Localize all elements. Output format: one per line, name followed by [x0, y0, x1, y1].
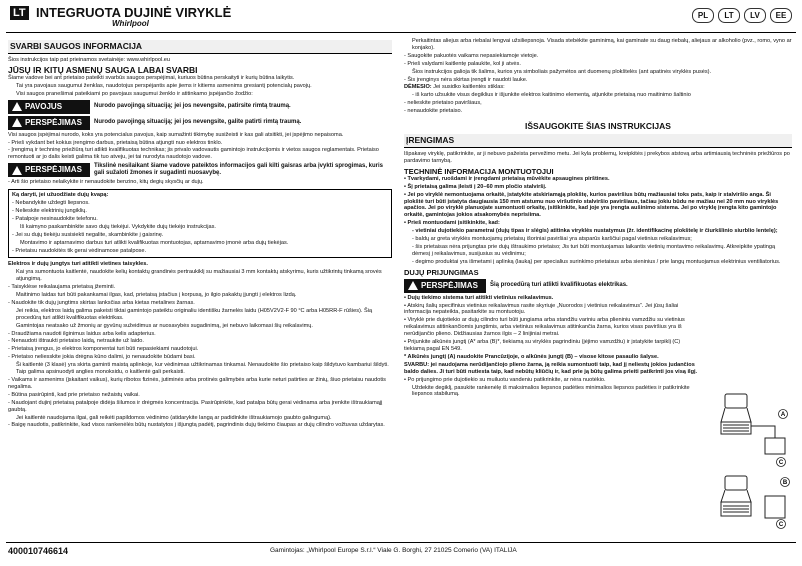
language-lv[interactable]: LV: [744, 8, 766, 23]
right-top-line: - Šis įrenginys nėra skirtas įrengti ir naudoti lauke.: [404, 76, 528, 83]
lower-elbow: [765, 496, 785, 518]
section-installation-title: ĮRENGIMAS: [404, 134, 792, 148]
tech-line: - vietiniai dujotiekio parametrai (dujų tipas ir slėgis) atitinka viryklės nustatymus (žr. identifikacinę plokštelę ir čiurkšlinio siurblio lentelę);: [412, 228, 778, 235]
danger-notice: [8, 100, 392, 114]
right-top-line: - Saugokite pakuotės vaikams nepasiekiamoje vietoje.: [404, 52, 539, 59]
electric-line: - Naudokite tik dujų jungtims skirtas lanksčias arba kietas metalines žarnas.: [8, 299, 195, 306]
para-line: - Įrengimą ir techninę priežiūrą turi atlikti kvalifikuotas technikas; jis privalo vadovautis gamintojo instrukcijomis ir vietos saugos reglamentais. Prietaiso remontuoti ar jo dalis keisti galima tik tuo atveju, jei tai nurodyta naudotojo vadove.: [8, 147, 379, 161]
fuel-line: - Arti šio prietaiso nelaikykite ir nenaudokite benzino, kitų degių skysčių ar dujų.: [8, 179, 204, 186]
electric-line: - Vaikams ir asmenims (įskaitant vaikus), kurių ribotos fizinės, jutiminės arba protinės galimybės arba kurie neturi patirties ar žinių, šiuo prietaisu naudotis negalima.: [8, 377, 386, 390]
gas-line: * Alkūnės jungtį (A) naudokite Prancūzijoje, o alkūnės jungtį (B) – visose kitose pasaulio šalyse.: [404, 353, 659, 360]
left-column: [8, 38, 392, 430]
warning-label: PERSPĖJIMAS: [25, 117, 82, 127]
box-line: - Patalpoje nesinaudokite telefonu.: [12, 215, 98, 222]
electric-heading: Elektros ir dujų jungtys turi atitikti vietines taisykles.: [8, 261, 148, 268]
right-top-line: Perkaitintas aliejus arba riebalai lengvai užsiliepsnoja. Visada stebėkite gaminimą, kai gaminate su daug riebalų, aliejaus ar alkoholio (pvz., romo, vyno ar konjako).: [412, 38, 792, 51]
gas-connection-heading: DUJŲ PRIJUNGIMAS: [404, 267, 479, 277]
electric-line: - Būtina pasirūpinti, kad prie prietaiso nežaistų vaikai.: [8, 391, 140, 398]
header-divider: [6, 32, 796, 33]
intro-line: Visi saugos pranešimai pateikiami po pavojaus saugumui ženklo ir atitinkamo įspėjančio žodžio:: [16, 90, 253, 97]
electric-line: Ši kaitlentė (3 klasė) yra skirta gaminti maistą aplinkoje, kur vėdinimas užtikrinamas tinkamai. Nenaudokite šio prietaiso kaip šildytuvo kambariui šildyti. Taip galima apsinuodyti anglies monoksidu, o kaitlentė gali perkaisti.: [16, 362, 389, 376]
manufacturer-info: Gamintojas: „Whirlpool Europe S.r.l.“ Viale G. Borghi, 27 21025 Comerio (VA) ITALIJA: [270, 547, 517, 554]
warning-triangle-icon: [408, 281, 418, 290]
electric-line: - Baigę naudotis, patikrinkite, kad visos rankenėlės būtų nustatytos į išjungtą padėtį, pagrindinis dujų tiekimo čiaupas ar dujų cilindro vožtuvas uždarytas.: [8, 422, 385, 429]
tech-line: • Šį prietaisą galima įleisti į 20–60 mm pločio stalviršį.: [404, 183, 547, 190]
warning-text: Nurodo pavojingą situaciją; jei jos nevengsite, galite patirti rimtą traumą.: [94, 119, 302, 126]
electric-line: Gamintojas neatsako už žmonių ar gyvūnų sužeidimus ar nuosavybės sugadinimą, jei nebuvo laikomasi šių reikalavimų.: [16, 322, 313, 329]
upper-elbow: [751, 426, 775, 438]
language-lt[interactable]: LT: [718, 8, 740, 23]
warning-triangle-icon: [12, 166, 22, 175]
warning-notice: [8, 116, 392, 130]
electric-line: - Prietaisą įrengus, jo elektros komponentai turi būti nepasiekiami naudotojui.: [8, 346, 199, 353]
gas-line: • Atskirų šalių specifinius vietinius reikalavimus rasite skyriuje „Nuorodos į vietinius reikalavimus“. Jei jūsų šaliai informacija nepateikta, pasitarkite su montuotoju.: [404, 302, 679, 316]
brand-logo: Whirlpool: [112, 19, 149, 28]
box-line: Iš kaimyno paskambinkite savo dujų tiekėjui. Vykdykite dujų tiekėjo instrukcijas.: [20, 223, 216, 230]
keep-instructions-heading: IŠSAUGOKITE ŠIAS INSTRUKCIJAS: [525, 121, 671, 132]
warning2-text: Tikslinė nesilaikant šiame vadove pateiktos informacijos gali kilti gaisras arba įvykti sprogimas, kuris gali sužaloti žmones ir sugadinti nuosavybę.: [94, 163, 384, 177]
danger-text: Nurodo pavojingą situaciją; jei jos nevengsite, patirsite rimtą traumą.: [94, 103, 291, 110]
warning2-label: PERSPĖJIMAS: [25, 165, 82, 175]
attention-text: Jei susidko kaitlentės stiklas:: [433, 84, 505, 91]
upper-fitting-body: [721, 408, 751, 422]
section-safety-title: SVARBI SAUGOS INFORMACIJA: [8, 40, 392, 54]
tech-line: • Jei po viryklė nemontuojama orkaitė, įstatykite atskiriamąją plokštę, kurios paviršius būtų mažiausiai toks pats, kaip ir stalviršio anga. Ši plokštė turi būti įstatyta daugiausia 150 mm atstumu nuo viršutinio stalviršio paviršiaus, tačiau jokiu būdu ne mažiau nei 20 mm nuo viryklės apačios. Jei po viryklė planuojate sumontuoti orkaitę, įsitikinkite, kad joje yra įrengta aušinimo sistema. Jei po viryklę įrengta kito gamintojo orkaitė, gamintojas jokios atsakomybės neprisiima.: [404, 191, 779, 219]
danger-label: PAVOJUS: [25, 101, 63, 111]
right-top-line: Šios instrukcijos galioja tik šalims, kurios yra simboliais pažymėtos ant duomenų plokštelės (ant apatinės viryklės pusės).: [412, 68, 712, 75]
install-intro: Išpakavę viryklę, patikrinkite, ar ji nebuvo pažeista pervežimo metu. Jei kyla problemų, kreipkitės į prekybos atstovą arba artimiausią techninės priežiūros po pardavimo tarnybą.: [404, 150, 790, 164]
para-line: Visi saugos įspėjimai nurodo, koks yra potencialus pavojus, kaip sumažinti tikimybę susižeisti ir kas gali atsitikti, jei įspėjimo nepaisoma.: [8, 131, 344, 138]
gas-line: SVARBU: jei naudojama nerūdijančiojo plieno žarna, ją reikia sumontuoti taip, kad jį neliestų jokios judančios baldo dalies. Ji turi būti nutiesta taip, kad nebūtų kliūčių ir, kad prie ją būtų galima prieiti patikrinti jos visą ilgį.: [404, 361, 698, 375]
gas-warning-notice: [404, 279, 792, 293]
gas-line: Uždekite degiklį, pasukite rankenėlę iš maksimalios liepsnos padėties minimalios liepsnos padėties ir patikrinkite liepsnos stabilumą.: [412, 384, 690, 398]
upper-fitting-nut: [725, 394, 747, 408]
document-title: INTEGRUOTA DUJINĖ VIRYKLĖ: [36, 5, 232, 20]
safety-heading: JŪSŲ IR KITŲ ASMENŲ SAUGA LABAI SVARBI: [8, 64, 198, 75]
box-line: - Jei su dujų tiekėju susisiekti negalite, skambinkite į gaisrinę.: [12, 231, 164, 238]
tech-heading: TECHNINĖ INFORMACIJA MONTUOTOJUI: [404, 166, 554, 176]
right-top-line: - Prieš valydami kaitlentę palaukite, kol ji atvės.: [404, 60, 521, 67]
figure-label-c2: C: [778, 522, 784, 528]
tech-line: - baldų ar greta viryklės montuojamų prietaisų išoriniai paviršiai yra atsparūs karščiui pagal vietinius reikalavimus;: [412, 236, 692, 243]
electric-line: Jei reikia, elektros laidą galima pakeisti tiktai gamintojo pateiktu originaliu identišku žarnelės laidu (H05V2V2-F 90 °C arba H05RR-F rūšies). Šią procedūrą turi atlikti kvalifikuotas elektrikas.: [16, 307, 373, 321]
tech-line: • Prieš montuodami įsitikinkite, kad:: [404, 220, 500, 227]
electric-line: - Naudojant dujinį prietaisą patalpoje didėja šilumos ir drėgmės koncentracija. Pasirūpinkite, kad patalpa būtų gerai vėdinama arba įrenkite ištraukiamąjį gaubtą.: [8, 399, 383, 413]
language-list: [692, 8, 792, 23]
footer-divider: [6, 542, 796, 543]
gas-warning-label-box: [404, 279, 486, 293]
para-line: - Prieš vykdant bet kokius įrengimo darbus, prietaisą būtina atjungti nuo elektros tinklo.: [8, 139, 223, 146]
electric-line: Maitinimo laidas turi būti pakankamai ilgas, kad, prietaisą įstačius į korpusą, jo ilgio pakaktų įjungti į elektros lizdą.: [16, 292, 297, 299]
electric-line: - Prietaiso neliesskite jokia drėgna kūno dalimi, jo nenaudokite būdami basi.: [8, 354, 196, 361]
warning-triangle-icon: [12, 118, 22, 127]
gas-line: • Prijunkite alkūnės jungtį (A* arba (B)*, tiekiamą su viryklės pagrindiniu (įėjimo vamzdžiu) ir įstatykite tarpiklį (C) tiekiamą pagal EN 549.: [404, 339, 681, 352]
attention-line: - iš karto užsukite visus degiklius ir išjunkite elektros kaitinimo elementą, atjunkite prietaisą nuo maitinimo šaltinio: [412, 92, 691, 99]
website-line: Šios instrukcijos taip pat prieinamos svetainėje: www.whirlpool.eu: [8, 57, 170, 63]
language-ee[interactable]: EE: [770, 8, 792, 23]
electric-line: Kai yra sumontuota kaitlentė, naudokite kelių kontaktų grandinės pertraukiklį su mažiausiai 3 mm kontaktų atskyrimu, kuris užtikrintų tinkamą srovės atjungimą.: [16, 269, 382, 283]
tech-line: • Tvarkydami, ruošdami ir įrengdami prietaisą mūvėkite apsaugines pirštines.: [404, 175, 610, 182]
right-column: [404, 38, 792, 399]
fire-warning-notice: [8, 163, 392, 177]
language-badge: LT: [10, 6, 29, 20]
attention-label: DĖMESIO:: [404, 84, 432, 91]
box-line: Montavimo ir aptarnavimo darbus turi atlikti kvalifikuotas montuotojas, aptarnavimo įmonė arba dujų tiekėjas.: [20, 239, 289, 246]
warning2-label-box: [8, 163, 90, 177]
gas-line: • Viryklė prie dujotiekio ar dujų cilindro turi būti jungiama arba standžiu variniu arba plieniniu vamzdžiu su vietinius reikalavimus atitinkančiomis jungtimis, arba vietinius reikalavimus atitinkančia žarna, kurios visas paviršius yra iš nerūdijančio plieno. Didžiausias žarnos ilgis – 2 linijiniai metrai.: [404, 317, 685, 338]
intro-line: Tai yra pavojaus saugumui ženklas, naudotojus perspėjantis apie jiems ir kitiems asmenims gresiantį potencialų pavojų.: [16, 82, 312, 89]
lower-fitting-body: [721, 490, 751, 502]
electric-line: - Draudžiama naudoti ilginimus laidus arba kelis adapterius.: [8, 330, 156, 337]
figure-label-a: A: [780, 412, 786, 418]
gas-smell-box: [8, 189, 392, 258]
tech-line: - degimo produktai yra išmetami į aplinką (lauką) per specialius surinkimo prietaisus arba sieninius / prie langų montuojamus elektrinius ventiliatorius.: [412, 258, 781, 265]
language-pl[interactable]: PL: [692, 8, 714, 23]
gas-line: • Dujų tiekimo sistema turi atitikti vietinius reikalavimus.: [404, 294, 554, 301]
figure-label-b: B: [782, 480, 788, 486]
box-line: - Prietaisu naudokitės tik gerai vėdinamose patalpose.: [12, 247, 147, 254]
header: [6, 4, 796, 30]
electric-line: - Nenaudoti ištraukti prietaiso laidą, netraukite už laido.: [8, 338, 144, 345]
figure-label-c: C: [778, 460, 784, 466]
warning-label-box: [8, 116, 90, 130]
gas-line: • Po prijungimo prie dujotiekio su muiluotu vandeniu patikrinkite, ar nėra nuotėkio.: [404, 376, 606, 383]
box-line: - Nebandykite uždegti liepsnos.: [12, 200, 90, 207]
danger-label-box: [8, 100, 90, 114]
upper-elbow-end: [765, 438, 785, 454]
attention-line: - nelieskite prietaiso paviršiaus,: [404, 100, 482, 107]
tech-line: - šis prietaisas nėra prijungtas prie dujų ištraukimo prietaiso; Jis turi būti montuojamas laikantis vietinių montavimo reikalavimų. Atkreipkite ypatingą dėmesį į reikalavimus, susijusius su vėdinimu;: [412, 243, 776, 257]
attention-line: - nenaudokite prietaiso.: [404, 108, 463, 115]
intro-line: Šiame vadove bei ant prietaiso pateikti svarbūs saugos perspėjimai, kuriuos būtina perskaityti ir kurių būtina laikytis.: [8, 74, 295, 81]
document-code: 400010746614: [8, 546, 69, 556]
box-title: Ką daryti, jei užuodžiate dujų kvapą:: [12, 192, 109, 199]
electric-line: Jei kaitlentė naudojama ilgai, gali reikėti papildomos vėdinimo (atidarykite langą ar padidinkite ištraukiamojo gaubto galingumą).: [16, 414, 332, 421]
box-line: - Nelieskite elektrinių jungiklių.: [12, 207, 87, 214]
lower-fitting-nut: [725, 476, 747, 490]
gas-warning-text: Šią procedūrą turi atlikti kvalifikuotas elektrikas.: [490, 282, 628, 289]
warning-triangle-icon: [12, 102, 22, 111]
gas-connection-figure: [703, 392, 795, 532]
electric-line: - Taisyklėse reikalaujama prietaisą įžeminti.: [8, 284, 116, 291]
gas-warning-label: PERSPĖJIMAS: [421, 280, 478, 290]
